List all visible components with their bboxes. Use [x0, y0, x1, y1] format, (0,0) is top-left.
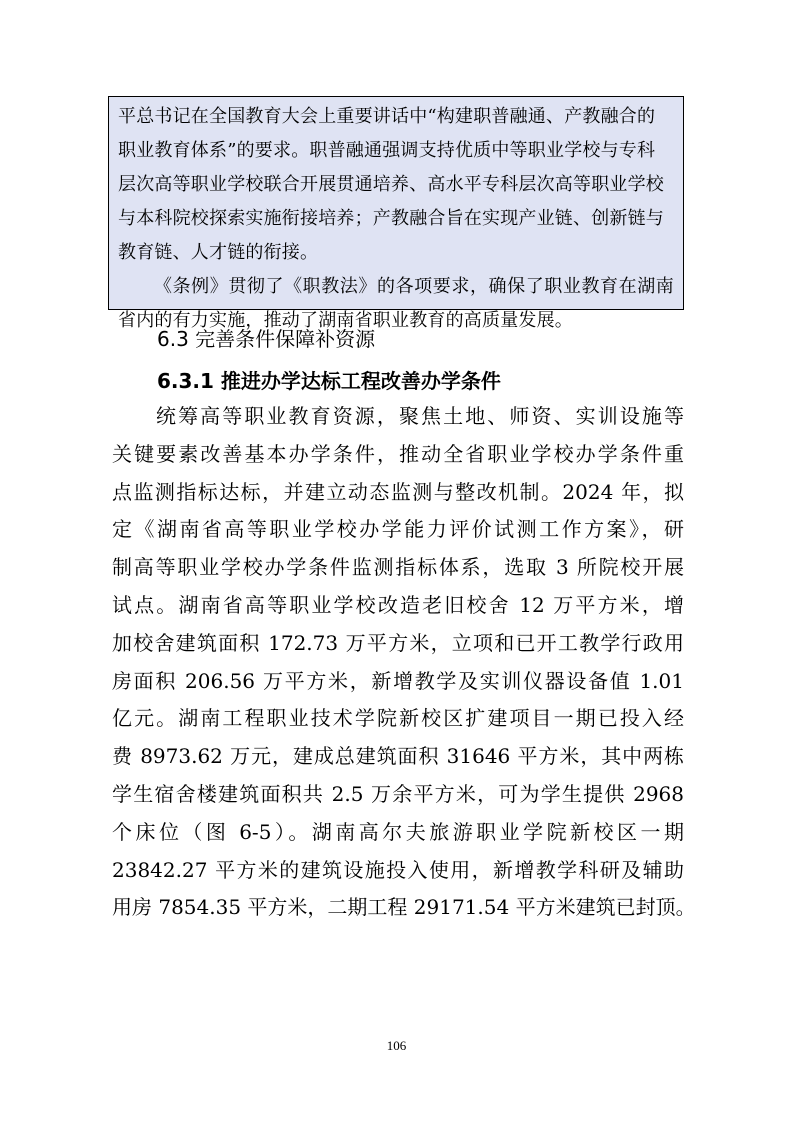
body-line: 关键要素改善基本办学条件，推动全省职业学校办学条件重: [112, 441, 684, 466]
body-line: 23842.27 平方米的建筑设施投入使用，新增教学科研及辅助: [112, 857, 684, 882]
section-heading: 6.3 完善条件保障补资源: [157, 327, 376, 351]
body-line: 用房 7854.35 平方米，二期工程 29171.54 平方米建筑已封顶。: [112, 895, 696, 920]
box-line: 与本科院校探索实施衔接培养；产教融合旨在实现产业链、创新链与: [118, 208, 664, 229]
body-line: 试点。湖南省高等职业学校改造老旧校舍 12 万平方米，增: [112, 592, 684, 617]
body-line: 房面积 206.56 万平方米，新增教学及实训仪器设备值 1.01: [112, 668, 684, 693]
body-line: 加校舍建筑面积 172.73 万平方米，立项和已开工教学行政用: [112, 630, 684, 655]
page-number: 106: [386, 1038, 407, 1053]
highlight-box: [108, 96, 684, 331]
body-line: 定《湖南省高等职业学校办学能力评价试测工作方案》，研: [112, 517, 684, 542]
box-line: 层次高等职业学校联合开展贯通培养、高水平专科层次高等职业学校: [118, 174, 664, 195]
body-line: 费 8973.62 万元，建成总建筑面积 31646 平方米，其中两栋: [112, 744, 684, 769]
subsection-heading: 6.3.1 推进办学达标工程改善办学条件: [157, 369, 501, 393]
body-line: 学生宿舍楼建筑面积共 2.5 万余平方米，可为学生提供 2968: [112, 781, 684, 806]
body-line: 制高等职业学校办学条件监测指标体系，选取 3 所院校开展: [112, 555, 684, 580]
box-line: 职业教育体系”的要求。职普融通强调支持优质中等职业学校与专科: [118, 140, 656, 161]
box-line: 教育链、人才链的衔接。: [118, 242, 319, 263]
body-line: 亿元。湖南工程职业技术学院新校区扩建项目一期已投入经: [112, 706, 684, 731]
box-paragraph-2: 《条例》贯彻了《职教法》的各项要求，确保了职业教育在湖南省内的有力实施，推动了湖南省职业教育的高质量发展。: [118, 276, 674, 331]
body-paragraph: [112, 398, 696, 927]
box-line: 平总书记在全国教育大会上重要讲话中“构建职普融通、产教融合的: [118, 106, 656, 127]
body-line: 点监测指标达标，并建立动态监测与整改机制。2024 年，拟: [112, 479, 684, 504]
body-line: 统筹高等职业教育资源，聚焦土地、师资、实训设施等: [156, 404, 684, 428]
body-line: 个床位（图 6-5）。湖南高尔夫旅游职业学院新校区一期: [112, 819, 684, 844]
